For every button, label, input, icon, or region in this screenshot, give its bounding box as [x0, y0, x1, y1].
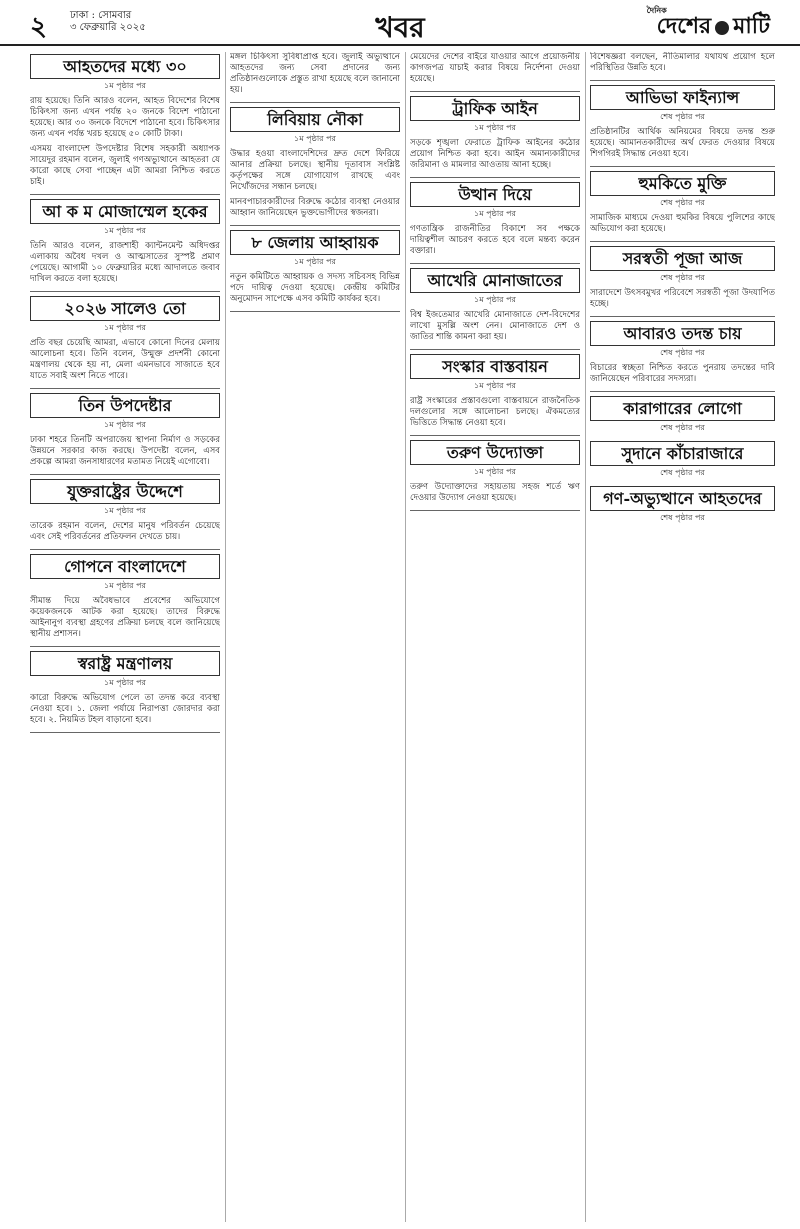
- story-divider: [410, 349, 580, 350]
- story-headline: কারাগারের লোগো: [590, 396, 775, 421]
- story-headline: লিবিয়ায় নৌকা: [230, 107, 400, 132]
- story-continuation: ১ম পৃষ্ঠার পর: [294, 257, 336, 266]
- story-paragraph: প্রতিষ্ঠানটির আর্থিক অনিয়মের বিষয়ে তদন্ত শুরু হয়েছে। আমানতকারীদের অর্থ ফেরত দেওয়ার বিষয়ে শিগগিরই সিদ্ধান্ত নেওয়া হবে।: [590, 127, 775, 159]
- story-paragraph: প্রতি বছর চেয়েছি আমরা, এভাবে কোনো দিনের মেলায় আলোচনা হবে। তিনি বলেন, উন্মুক্ত প্রদর্শনী কোনো মন্ত্রণালয় থেকে হয় না, মেলা এমনভাবে সাজাতে হবে যাতে সবাই অংশ নিতে পারে।: [30, 338, 220, 381]
- news-story: [30, 393, 220, 468]
- news-story: [590, 396, 775, 435]
- news-story: [30, 199, 220, 285]
- story-paragraph: সড়কে শৃঙ্খলা ফেরাতে ট্রাফিক আইনের কঠোর প্রয়োগ নিশ্চিত করা হবে। আইন অমান্যকারীদের জরিমানা ও মামলার আওতায় আনা হচ্ছে।: [410, 138, 580, 170]
- page-body: [30, 52, 775, 1222]
- story-divider: [30, 388, 220, 389]
- story-continuation: শেষ পৃষ্ঠার পর: [660, 198, 705, 207]
- story-paragraph: নতুন কমিটিতে আহ্বায়ক ও সদস্য সচিবসহ বিভিন্ন পদে দায়িত্ব দেওয়া হয়েছে। কেন্দ্রীয় কমিটির অনুমোদন সাপেক্ষে এসব কমিটি কার্যকর হবে।: [230, 272, 400, 304]
- story-paragraph: তরুণ উদ্যোক্তাদের সহায়তায় সহজ শর্তে ঋণ দেওয়ার উদ্যোগ নেওয়া হয়েছে।: [410, 482, 580, 503]
- column-4: [590, 52, 775, 1222]
- logo-right-word: মাটি: [733, 13, 770, 39]
- story-continuation: ১ম পৃষ্ঠার পর: [104, 506, 146, 515]
- story-paragraph: মঙ্গল চিকিৎসা সুবিধাপ্রাপ্ত হবে। জুলাই অভ্যুত্থানে আহতদের জন্য সেবা প্রদানের জন্য প্রতিষ্ঠানগুলোকে প্রস্তুত রাখা হয়েছে বলে জানানো হয়।: [230, 52, 400, 95]
- story-divider: [410, 263, 580, 264]
- story-paragraph: বিচারের স্বচ্ছতা নিশ্চিত করতে পুনরায় তদন্তের দাবি জানিয়েছেন পরিবারের সদস্যরা।: [590, 363, 775, 384]
- story-headline: আভিভা ফাইন্যান্স: [590, 85, 775, 110]
- story-divider: [410, 91, 580, 92]
- story-continuation: ১ম পৃষ্ঠার পর: [104, 581, 146, 590]
- story-continuation: ১ম পৃষ্ঠার পর: [104, 81, 146, 90]
- story-paragraph: মানবপাচারকারীদের বিরুদ্ধে কঠোর ব্যবস্থা নেওয়ার আহ্বান জানিয়েছেন ভুক্তভোগীদের স্বজনরা।: [230, 197, 400, 218]
- logo-daily: দৈনিক: [646, 5, 667, 15]
- story-headline: ২০২৬ সালেও তো: [30, 296, 220, 321]
- globe-icon: [715, 21, 729, 35]
- story-continuation: ১ম পৃষ্ঠার পর: [104, 323, 146, 332]
- story-paragraph: বিশেষজ্ঞরা বলছেন, নীতিমালার যথাযথ প্রয়োগ হলে পরিস্থিতির উন্নতি হবে।: [590, 52, 775, 73]
- story-paragraph: তারেক রহমান বলেন, দেশের মানুষ পরিবর্তন চেয়েছে এবং সেই পরিবর্তনের প্রতিফলন দেখতে চায়।: [30, 521, 220, 542]
- story-divider: [590, 391, 775, 392]
- story-continuation: ১ম পৃষ্ঠার পর: [474, 467, 516, 476]
- news-story: [590, 171, 775, 235]
- story-continuation: শেষ পৃষ্ঠার পর: [660, 348, 705, 357]
- story-headline: উত্থান দিয়ে: [410, 182, 580, 207]
- news-story: [590, 486, 775, 525]
- story-headline: আবারও তদন্ত চায়: [590, 321, 775, 346]
- story-headline: ৮ জেলায় আহ্বায়ক: [230, 230, 400, 255]
- story-continuation: ১ম পৃষ্ঠার পর: [104, 420, 146, 429]
- story-continuation: ১ম পৃষ্ঠার পর: [474, 381, 516, 390]
- story-divider: [30, 549, 220, 550]
- story-divider: [590, 316, 775, 317]
- story-headline: তিন উপদেষ্টার: [30, 393, 220, 418]
- date-line-date: ৩ ফেব্রুয়ারি ২০২৫: [70, 22, 146, 33]
- story-continuation: শেষ পৃষ্ঠার পর: [660, 468, 705, 477]
- masthead: [0, 0, 800, 46]
- story-paragraph: তিনি আরও বলেন, রাজশাহী ক্যান্টনমেন্ট অধিদপ্তর এলাকায় অবৈধ দখল ও আত্মসাতের সুস্পষ্ট প্রমাণ পেয়েছে। আগামী ১০ ফেব্রুয়ারির মধ্যে আদালতে জবাব দাখিল করতে বলা হয়েছে।: [30, 241, 220, 284]
- news-story: [590, 85, 775, 160]
- news-story: [590, 246, 775, 310]
- story-headline: তরুণ উদ্যোক্তা: [410, 440, 580, 465]
- news-story: [30, 554, 220, 640]
- story-paragraph: রায় হয়েছে। তিনি আরও বলেন, আহত বিদেশের বিশেষ চিকিৎসা জন্য এখন পর্যন্ত ২০ জনকে বিদেশ পাঠানো হয়েছে। আর ৩০ জনকে বিদেশে পাঠানো হবে। চিকিৎসার জন্য এখন পর্যন্ত খরচ হয়েছে ৫০ কোটি টাকা।: [30, 96, 220, 139]
- news-story: [410, 52, 580, 85]
- story-paragraph: মেয়েদের দেশের বাইরে যাওয়ার আগে প্রয়োজনীয় কাগজপত্র যাচাই করার বিষয়ে নির্দেশনা দেওয়া হয়েছে।: [410, 52, 580, 84]
- story-headline: সরস্বতী পূজা আজ: [590, 246, 775, 271]
- story-headline: সুদানে কাঁচারাজারে: [590, 441, 775, 466]
- story-headline: ট্রাফিক আইন: [410, 96, 580, 121]
- page-number: ২: [30, 12, 47, 42]
- news-story: [30, 651, 220, 726]
- column-1: [30, 52, 220, 1222]
- story-headline: আখেরি মোনাজাতের: [410, 268, 580, 293]
- story-paragraph: গণতান্ত্রিক রাজনীতির বিকাশে সব পক্ষকে দায়িত্বশীল আচরণ করতে হবে বলে মন্তব্য করেন বক্তারা।: [410, 224, 580, 256]
- story-divider: [230, 102, 400, 103]
- story-headline: আহতদের মধ্যে ৩০: [30, 54, 220, 79]
- column-2: [230, 52, 400, 1222]
- story-continuation: ১ম পৃষ্ঠার পর: [474, 209, 516, 218]
- story-paragraph: এসময় বাংলাদেশ উপদেষ্টার বিশেষ সহকারী অধ্যাপক সায়েদুর রহমান বলেন, জুলাই গণঅভ্যুত্থানে আহতরা যে কারো কাছে সেবা পাচ্ছেন এটা আমরা নিশ্চিত করতে চাই।: [30, 144, 220, 187]
- news-story: [230, 230, 400, 305]
- story-divider: [590, 166, 775, 167]
- news-story: [230, 52, 400, 96]
- section-title: খবর: [375, 11, 425, 44]
- story-continuation: ১ম পৃষ্ঠার পর: [474, 123, 516, 132]
- story-continuation: ১ম পৃষ্ঠার পর: [104, 226, 146, 235]
- news-story: [230, 107, 400, 219]
- story-headline: গণ-অভ্যুত্থানে আহতদের: [590, 486, 775, 511]
- story-paragraph: কারো বিরুদ্ধে অভিযোগ পেলে তা তদন্ত করে ব্যবস্থা নেওয়া হবে। ১. জেলা পর্যায়ে নিরাপত্তা জোরদার করা হবে। ২. নিয়মিত টহল বাড়ানো হবে।: [30, 693, 220, 725]
- story-divider: [410, 435, 580, 436]
- story-headline: স্বরাষ্ট্র মন্ত্রণালয়: [30, 651, 220, 676]
- story-headline: যুক্তরাষ্ট্রের উদ্দেশে: [30, 479, 220, 504]
- story-headline: গোপনে বাংলাদেশে: [30, 554, 220, 579]
- story-divider: [230, 225, 400, 226]
- news-story: [410, 354, 580, 429]
- story-divider: [30, 732, 220, 733]
- column-3: [410, 52, 580, 1222]
- story-headline: হুমকিতে মুক্তি: [590, 171, 775, 196]
- news-story: [30, 54, 220, 188]
- story-continuation: শেষ পৃষ্ঠার পর: [660, 112, 705, 121]
- story-paragraph: বিশ্ব ইজতেমার আখেরি মোনাজাতে দেশ-বিদেশের লাখো মুসল্লি অংশ নেন। মোনাজাতে দেশ ও জাতির শান্তি কামনা করা হয়।: [410, 310, 580, 342]
- story-continuation: ১ম পৃষ্ঠার পর: [294, 134, 336, 143]
- column-divider: [585, 52, 586, 1222]
- story-divider: [30, 291, 220, 292]
- story-divider: [410, 510, 580, 511]
- news-story: [410, 268, 580, 343]
- story-headline: আ ক ম মোজাম্মেল হকের: [30, 199, 220, 224]
- story-continuation: শেষ পৃষ্ঠার পর: [660, 513, 705, 522]
- story-divider: [30, 646, 220, 647]
- story-divider: [590, 241, 775, 242]
- story-divider: [590, 80, 775, 81]
- story-divider: [410, 177, 580, 178]
- story-headline: সংস্কার বাস্তবায়ন: [410, 354, 580, 379]
- column-divider: [225, 52, 226, 1222]
- story-paragraph: ঢাকা শহরে তিনটি অপরাজেয় স্থাপনা নির্মাণ ও সড়কের উন্নয়নে সরকার কাজ করছে। উপদেষ্টা বলেন, এসব প্রকল্পে আমরা জনসাধারণের মতামত নিয়েই এগোবো।: [30, 435, 220, 467]
- news-story: [590, 441, 775, 480]
- news-story: [30, 296, 220, 382]
- news-story: [590, 321, 775, 385]
- news-story: [410, 96, 580, 171]
- date-line-day: ঢাকা : সোমবার: [70, 10, 132, 21]
- newspaper-logo: [646, 5, 770, 46]
- story-paragraph: উদ্ধার হওয়া বাংলাদেশিদের দ্রুত দেশে ফিরিয়ে আনার প্রক্রিয়া চলছে। স্থানীয় দূতাবাস সংশ্লিষ্ট কর্তৃপক্ষের সঙ্গে যোগাযোগ রাখছে এবং নিখোঁজদের সন্ধান চলছে।: [230, 149, 400, 192]
- story-paragraph: সামাজিক মাধ্যমে দেওয়া হুমকির বিষয়ে পুলিশের কাছে অভিযোগ করা হয়েছে।: [590, 213, 775, 234]
- news-story: [410, 182, 580, 257]
- column-divider: [405, 52, 406, 1222]
- story-paragraph: সীমান্ত দিয়ে অবৈধভাবে প্রবেশের অভিযোগে কয়েকজনকে আটক করা হয়েছে। তাদের বিরুদ্ধে আইনানুগ ব্যবস্থা গ্রহণের প্রক্রিয়া চলছে বলে জানিয়েছে স্থানীয় প্রশাসন।: [30, 596, 220, 639]
- news-story: [30, 479, 220, 543]
- news-story: [590, 52, 775, 74]
- story-paragraph: সারাদেশে উৎসবমুখর পরিবেশে সরস্বতী পূজা উদযাপিত হচ্ছে।: [590, 288, 775, 309]
- story-divider: [30, 474, 220, 475]
- story-continuation: ১ম পৃষ্ঠার পর: [104, 678, 146, 687]
- logo-left-word: দেশের: [656, 13, 712, 39]
- story-continuation: ১ম পৃষ্ঠার পর: [474, 295, 516, 304]
- story-paragraph: রাষ্ট্র সংস্কারের প্রস্তাবগুলো বাস্তবায়নে রাজনৈতিক দলগুলোর সঙ্গে আলোচনা চলছে। ঐকমত্যের ভিত্তিতে সিদ্ধান্ত নেওয়া হবে।: [410, 396, 580, 428]
- story-divider: [230, 311, 400, 312]
- story-continuation: শেষ পৃষ্ঠার পর: [660, 423, 705, 432]
- story-divider: [30, 194, 220, 195]
- news-story: [410, 440, 580, 504]
- story-continuation: শেষ পৃষ্ঠার পর: [660, 273, 705, 282]
